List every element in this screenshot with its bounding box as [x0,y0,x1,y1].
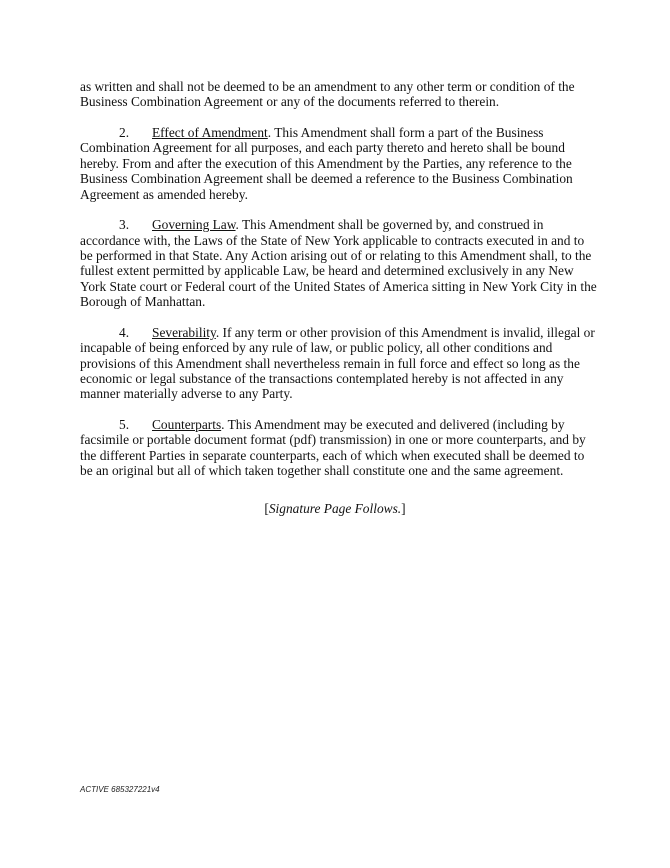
signature-note-open-bracket: [ [264,501,269,516]
section-number: 4. [119,324,130,340]
section-title: Governing Law [152,217,236,233]
section-severability [80,325,597,402]
section-text: . This Amendment shall be governed by, and construed in accordance with, the Laws of the State of New York applicable to contracts executed in and to be performed in that State. Any Action arising out of or relating to this Amendment shall, to the fullest extent permitted by applicable Law, be heard and determined exclusively in any New York State court or Federal court of the United States of America sitting in New York City in the Borough of Manhattan. [80,217,597,310]
section-counterparts [80,417,597,479]
section-text: . This Amendment may be executed and delivered (including by facsimile or portable document format (pdf) transmission) in one or more counterparts, and by the different Parties in separate counterparts, each of which when executed shall be deemed to be an original but all of which taken together shall constitute one and the same agreement. [80,417,586,479]
section-governing-law [80,217,597,309]
signature-page-note [0,501,670,516]
section-effect-of-amendment [80,125,597,202]
signature-note-text: Signature Page Follows. [268,501,402,516]
document-body [80,79,597,494]
section-title: Effect of Amendment [152,125,268,140]
signature-note-close-bracket: ] [401,501,406,516]
continuation-paragraph: as written and shall not be deemed to be an amendment to any other term or condition of the Business Combination Agreement or any of the documents referred to therein. [80,79,575,110]
section-number: 2. [119,125,130,140]
section-title: Severability [152,324,216,340]
section-text: . This Amendment shall form a part of the Business Combination Agreement for all purposes, and each party thereto and hereto shall be bound hereby. From and after the execution of this Amendment by the Parties, any reference to the Business Combination Agreement shall be deemed a reference to the Business Combination Agreement as amended hereby. [80,125,573,202]
section-text: . If any term or other provision of this Amendment is invalid, illegal or incapable of being enforced by any rule of law, or public policy, all other conditions and provisions of this Amendment shall nevertheless remain in full force and effect so long as the economic or legal substance of the transactions contemplated hereby is not affected in any manner materially adverse to any Party. [80,324,595,402]
document-footer-id: ACTIVE 685327221v4 [80,785,160,794]
section-title: Counterparts [152,417,222,433]
section-number: 5. [119,417,130,433]
section-number: 3. [119,217,130,233]
